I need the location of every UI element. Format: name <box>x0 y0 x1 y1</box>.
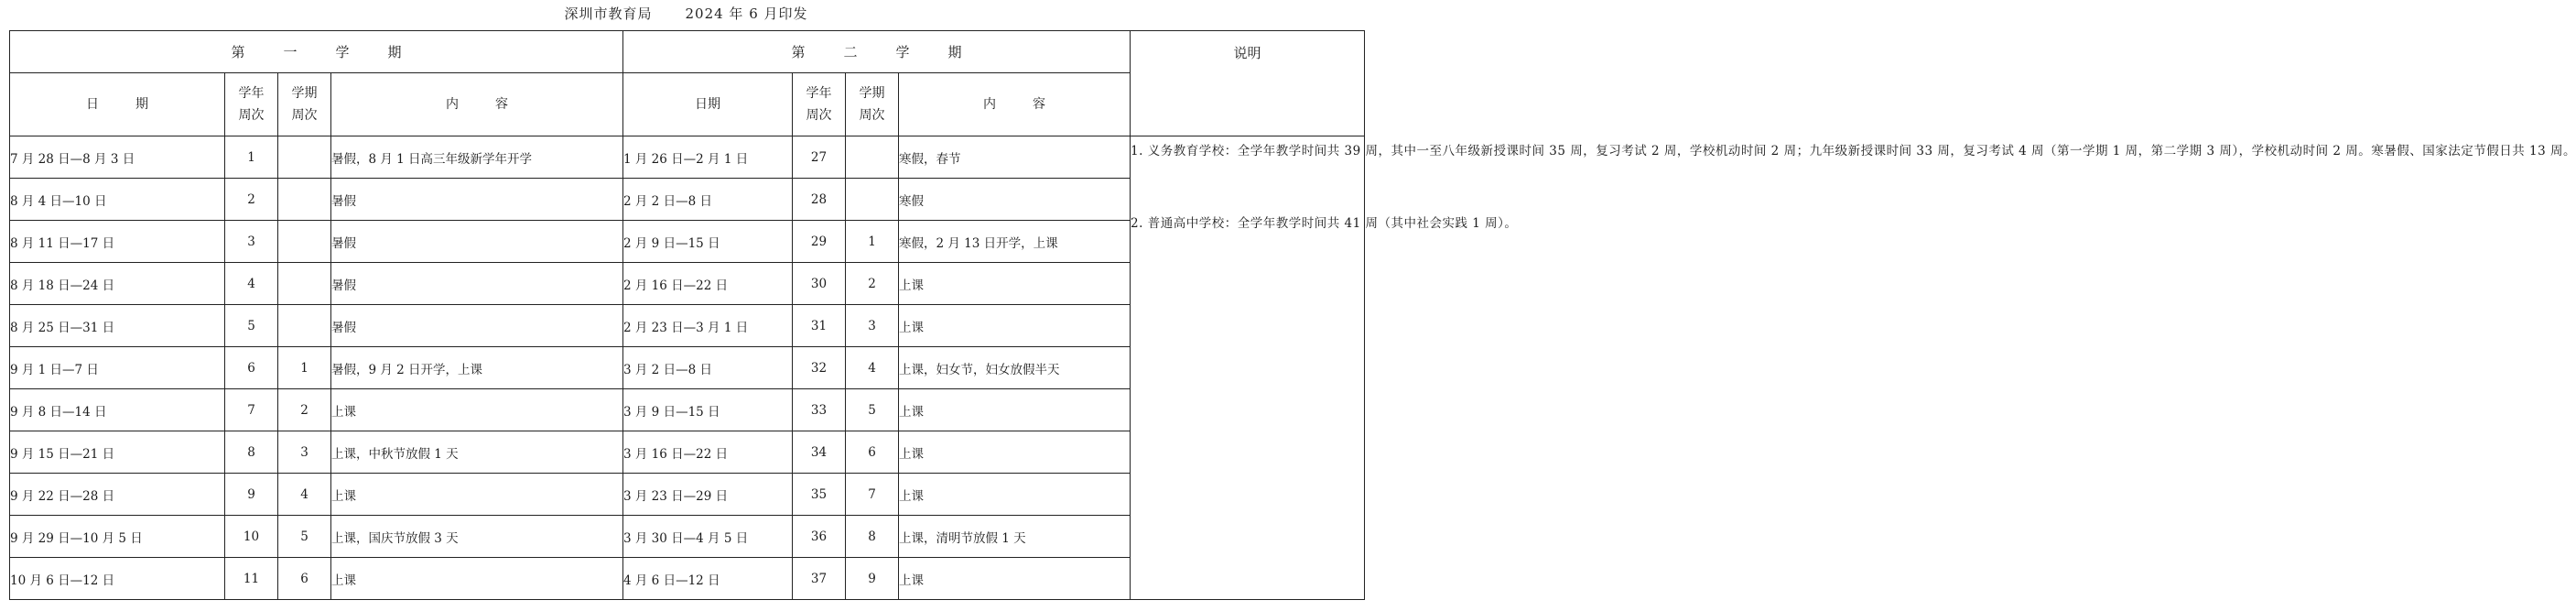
term-week-cell <box>278 136 331 179</box>
term-week-cell <box>278 221 331 263</box>
date-cell: 9 月 22 日—28 日 <box>10 474 225 516</box>
school-year-week-cell-2: 27 <box>793 136 846 179</box>
content-cell-2: 上课 <box>899 431 1131 474</box>
date-cell: 9 月 29 日—10 月 5 日 <box>10 516 225 558</box>
notes-cell <box>1131 136 2576 600</box>
school-year-week-cell-2: 37 <box>793 558 846 600</box>
date-cell: 8 月 4 日—10 日 <box>10 179 225 221</box>
term-week-cell: 3 <box>278 431 331 474</box>
term-week-cell-2: 7 <box>846 474 899 516</box>
school-year-week-cell: 2 <box>225 179 278 221</box>
date-cell-2: 2 月 9 日—15 日 <box>623 221 793 263</box>
term-week-cell <box>278 305 331 347</box>
content-cell: 暑假，8 月 1 日高三年级新学年开学 <box>331 136 623 179</box>
term-week-cell-2: 2 <box>846 263 899 305</box>
school-year-week-cell-2: 36 <box>793 516 846 558</box>
school-year-week-cell-2: 35 <box>793 474 846 516</box>
term-week-cell <box>278 179 331 221</box>
term-week-cell-2 <box>846 179 899 221</box>
date-cell-2: 4 月 6 日—12 日 <box>623 558 793 600</box>
date-cell: 9 月 8 日—14 日 <box>10 389 225 431</box>
note-high-school: 2. 普通高中学校：全学年教学时间共 41 周（其中社会实践 1 周）。 <box>1131 215 1518 231</box>
content-cell: 暑假 <box>331 263 623 305</box>
school-year-week-header: 学年 周次 <box>225 73 278 136</box>
note-compulsory-education: 1. 义务教育学校：全学年教学时间共 39 周，其中一至八年级新授课时间 35 周，复习考试 2 周，学校机动时间 2 周；九年级新授课时间 33 周，复习考试 4 周（第一学期 1 周，第二学期 3 周），学校机动时间 2 周。寒暑假、国家法定节假日共 13 周。 <box>1131 144 2576 158</box>
content-cell: 暑假 <box>331 305 623 347</box>
date-cell-2: 2 月 2 日—8 日 <box>623 179 793 221</box>
date-cell-2: 3 月 9 日—15 日 <box>623 389 793 431</box>
date-cell-2: 1 月 26 日—2 月 1 日 <box>623 136 793 179</box>
school-year-week-header-2: 学年 周次 <box>793 73 846 136</box>
content-cell-2: 上课 <box>899 389 1131 431</box>
school-year-week-cell: 8 <box>225 431 278 474</box>
term-week-cell-2: 8 <box>846 516 899 558</box>
term-week-cell-2: 1 <box>846 221 899 263</box>
term-week-cell: 6 <box>278 558 331 600</box>
date-cell: 10 月 6 日—12 日 <box>10 558 225 600</box>
term-week-cell: 1 <box>278 347 331 389</box>
date-cell-2: 3 月 23 日—29 日 <box>623 474 793 516</box>
school-year-week-cell: 10 <box>225 516 278 558</box>
term-week-cell <box>278 263 331 305</box>
content-cell: 上课 <box>331 474 623 516</box>
date-cell-2: 3 月 16 日—22 日 <box>623 431 793 474</box>
term-week-cell: 2 <box>278 389 331 431</box>
content-cell-2: 上课，妇女节，妇女放假半天 <box>899 347 1131 389</box>
content-column-header-2: 内容 <box>899 73 1131 136</box>
first-term-header: 第一学期 <box>10 31 623 73</box>
issuer: 深圳市教育局 <box>564 5 653 22</box>
notes-header: 说明 <box>1131 31 1365 136</box>
second-term-header: 第二学期 <box>623 31 1131 73</box>
school-year-week-cell-2: 30 <box>793 263 846 305</box>
content-column-header: 内容 <box>331 73 623 136</box>
content-cell-2: 上课 <box>899 558 1131 600</box>
date-cell: 9 月 1 日—7 日 <box>10 347 225 389</box>
school-year-week-cell: 1 <box>225 136 278 179</box>
content-cell-2: 上课，清明节放假 1 天 <box>899 516 1131 558</box>
content-cell-2: 上课 <box>899 263 1131 305</box>
content-cell: 上课，中秋节放假 1 天 <box>331 431 623 474</box>
table-row <box>10 136 1365 179</box>
school-year-week-cell: 4 <box>225 263 278 305</box>
term-week-cell: 4 <box>278 474 331 516</box>
term-week-cell-2: 9 <box>846 558 899 600</box>
school-year-week-cell-2: 31 <box>793 305 846 347</box>
date-cell: 7 月 28 日—8 月 3 日 <box>10 136 225 179</box>
term-week-header: 学期 周次 <box>278 73 331 136</box>
date-cell: 8 月 25 日—31 日 <box>10 305 225 347</box>
school-year-week-cell-2: 34 <box>793 431 846 474</box>
content-cell-2: 上课 <box>899 305 1131 347</box>
section-header-row <box>10 31 1365 73</box>
date-column-header: 日期 <box>10 73 225 136</box>
school-year-week-cell-2: 28 <box>793 179 846 221</box>
school-year-week-cell: 11 <box>225 558 278 600</box>
term-week-header-2: 学期 周次 <box>846 73 899 136</box>
school-year-week-cell-2: 29 <box>793 221 846 263</box>
school-year-week-cell: 9 <box>225 474 278 516</box>
content-cell-2: 上课 <box>899 474 1131 516</box>
school-year-week-cell: 6 <box>225 347 278 389</box>
date-cell: 8 月 11 日—17 日 <box>10 221 225 263</box>
content-cell-2: 寒假，2 月 13 日开学，上课 <box>899 221 1131 263</box>
term-week-cell: 5 <box>278 516 331 558</box>
content-cell-2: 寒假，春节 <box>899 136 1131 179</box>
term-week-cell-2: 4 <box>846 347 899 389</box>
content-cell: 暑假，9 月 2 日开学，上课 <box>331 347 623 389</box>
content-cell: 上课，国庆节放假 3 天 <box>331 516 623 558</box>
date-cell-2: 3 月 2 日—8 日 <box>623 347 793 389</box>
term-week-cell-2: 3 <box>846 305 899 347</box>
date-cell: 8 月 18 日—24 日 <box>10 263 225 305</box>
date-cell-2: 3 月 30 日—4 月 5 日 <box>623 516 793 558</box>
document-header <box>0 4 1372 23</box>
school-calendar-table <box>9 30 2576 600</box>
date-cell-2: 2 月 23 日—3 月 1 日 <box>623 305 793 347</box>
term-week-cell-2 <box>846 136 899 179</box>
issue-date: 2024 年 6 月印发 <box>685 5 808 22</box>
content-cell: 上课 <box>331 558 623 600</box>
school-year-week-cell-2: 32 <box>793 347 846 389</box>
school-year-week-cell: 7 <box>225 389 278 431</box>
term-week-cell-2: 6 <box>846 431 899 474</box>
content-cell: 暑假 <box>331 179 623 221</box>
school-year-week-cell: 5 <box>225 305 278 347</box>
school-year-week-cell-2: 33 <box>793 389 846 431</box>
date-cell: 9 月 15 日—21 日 <box>10 431 225 474</box>
content-cell: 暑假 <box>331 221 623 263</box>
date-column-header-2: 日期 <box>623 73 793 136</box>
term-week-cell-2: 5 <box>846 389 899 431</box>
content-cell-2: 寒假 <box>899 179 1131 221</box>
school-year-week-cell: 3 <box>225 221 278 263</box>
date-cell-2: 2 月 16 日—22 日 <box>623 263 793 305</box>
content-cell: 上课 <box>331 389 623 431</box>
